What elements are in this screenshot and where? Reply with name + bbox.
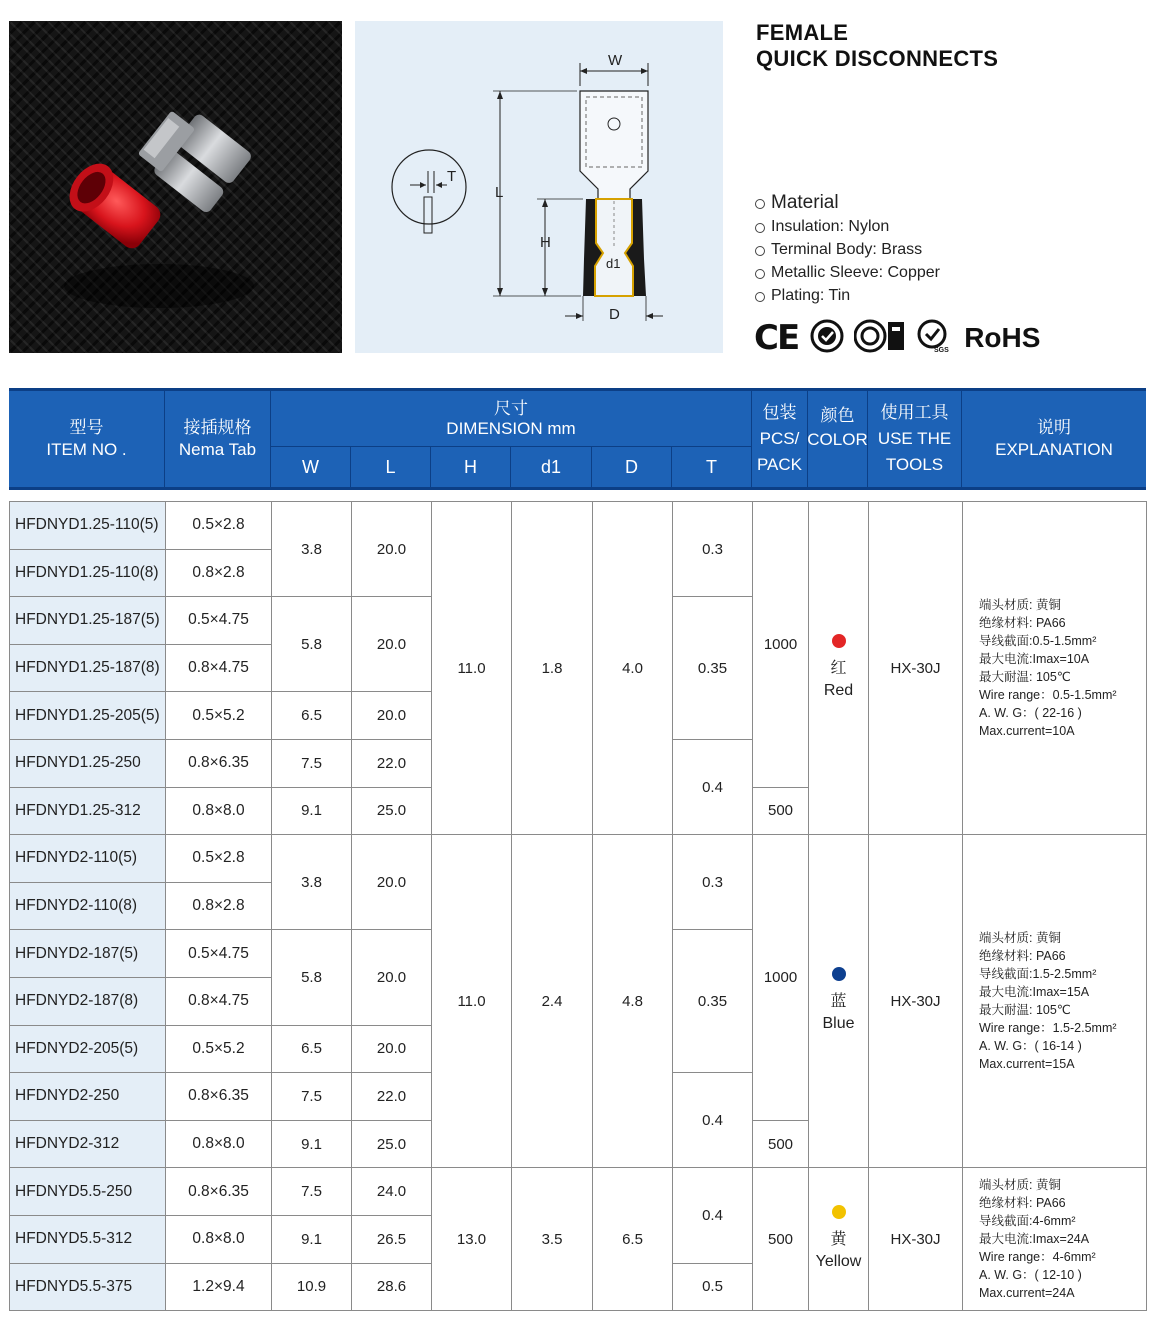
nema-tab: 0.8×6.35	[166, 1073, 272, 1121]
material-item: Insulation: Nylon	[755, 215, 940, 238]
dim-w: 7.5	[272, 739, 352, 787]
dim-l: 20.0	[352, 692, 432, 740]
label-d1: d1	[606, 256, 621, 271]
nema-tab: 0.5×2.8	[166, 502, 272, 550]
technical-drawing	[355, 21, 723, 353]
dim-d: 4.0	[593, 502, 673, 835]
female-quick-disconnect-image	[9, 21, 342, 353]
color-cell	[809, 835, 869, 1168]
dim-l: 20.0	[352, 835, 432, 930]
rohs-mark: RoHS	[964, 322, 1041, 353]
dim-t: 0.5	[673, 1263, 753, 1311]
table-header	[9, 388, 1146, 490]
title-line-2: QUICK DISCONNECTS	[756, 46, 999, 71]
yellow-dot-icon	[832, 1205, 846, 1219]
quality-seal-icon	[810, 319, 844, 358]
material-item: Metallic Sleeve: Copper	[755, 261, 940, 284]
label-d: D	[609, 306, 620, 323]
dim-w: 3.8	[272, 835, 352, 930]
item-no: HFDNYD2-110(5)	[10, 835, 166, 883]
item-no: HFDNYD1.25-187(8)	[10, 644, 166, 692]
pack-qty: 500	[753, 787, 809, 835]
dim-l: 20.0	[352, 930, 432, 1025]
material-item: Terminal Body: Brass	[755, 238, 940, 261]
header-dim-w: W	[302, 457, 319, 477]
table-row	[10, 1168, 1147, 1216]
header-color: 颜色 COLOR	[807, 406, 868, 449]
table-row	[10, 835, 1147, 883]
dim-w: 9.1	[272, 1120, 352, 1168]
color-cn: 黄	[830, 1231, 847, 1249]
dim-l: 22.0	[352, 1073, 432, 1121]
dim-w: 5.8	[272, 930, 352, 1025]
dim-l: 25.0	[352, 787, 432, 835]
pack-qty: 500	[753, 1168, 809, 1311]
header-nema-tab: 接插规格 Nema Tab	[178, 418, 257, 459]
material-item: Plating: Tin	[755, 284, 940, 307]
table-row	[10, 502, 1147, 550]
header-explanation: 说明 EXPLANATION	[995, 418, 1113, 459]
explanation: 端头材质: 黄铜 绝缘材料: PA66 导线截面:1.5-2.5mm² 最大电流:Imax=15A 最大耐温: 105℃ Wire range：1.5-2.5mm² A. W. G：( 16-14 ) Max.current=15A	[963, 835, 1147, 1168]
label-w: W	[608, 52, 623, 69]
header-dim-d: D	[625, 457, 638, 477]
dim-t: 0.4	[673, 1168, 753, 1263]
dim-t: 0.35	[673, 930, 753, 1073]
nema-tab: 0.8×8.0	[166, 1215, 272, 1263]
nema-tab: 1.2×9.4	[166, 1263, 272, 1311]
dim-w: 7.5	[272, 1073, 352, 1121]
header-item-no: 型号 ITEM NO .	[46, 418, 127, 459]
explanation: 端头材质: 黄铜 绝缘材料: PA66 导线截面:4-6mm² 最大电流:Imax=24A Wire range：4-6mm² A. W. G：( 12-10 ) Max.current=24A	[963, 1168, 1147, 1311]
dim-t: 0.4	[673, 1073, 753, 1168]
item-no: HFDNYD2-250	[10, 1073, 166, 1121]
dim-d1: 1.8	[512, 502, 593, 835]
header-dim-t: T	[706, 457, 717, 477]
dim-d1: 2.4	[512, 835, 593, 1168]
tool: HX-30J	[869, 1168, 963, 1311]
header-pack: 包装 PCS/ PACK	[756, 403, 803, 474]
color-cell	[809, 1168, 869, 1311]
color-en: Red	[823, 682, 854, 700]
header-tools: 使用工具 USE THE TOOLS	[877, 403, 952, 474]
dim-h: 13.0	[432, 1168, 512, 1311]
item-no: HFDNYD5.5-312	[10, 1215, 166, 1263]
dim-l: 20.0	[352, 502, 432, 597]
header-dimension: 尺寸 DIMENSION mm	[446, 398, 576, 438]
color-en: Blue	[822, 1015, 855, 1033]
item-no: HFDNYD1.25-205(5)	[10, 692, 166, 740]
sgs-icon	[916, 319, 950, 358]
title-line-1: FEMALE	[756, 20, 849, 45]
dim-w: 5.8	[272, 597, 352, 692]
dim-l: 26.5	[352, 1215, 432, 1263]
label-h: H	[540, 234, 551, 251]
explanation: 端头材质: 黄铜 绝缘材料: PA66 导线截面:0.5-1.5mm² 最大电流:Imax=10A 最大耐温: 105℃ Wire range：0.5-1.5mm² A. W. G：( 22-16 ) Max.current=10A	[963, 502, 1147, 835]
product-photo	[9, 21, 342, 353]
item-no: HFDNYD1.25-110(5)	[10, 502, 166, 550]
nema-tab: 0.5×5.2	[166, 692, 272, 740]
pack-qty: 1000	[753, 502, 809, 788]
dim-t: 0.3	[673, 835, 753, 930]
dim-w: 9.1	[272, 1215, 352, 1263]
dim-l: 20.0	[352, 1025, 432, 1073]
item-no: HFDNYD1.25-187(5)	[10, 597, 166, 645]
nema-tab: 0.8×6.35	[166, 739, 272, 787]
color-cn: 红	[830, 660, 847, 678]
label-t: T	[447, 168, 457, 185]
nema-tab: 0.5×2.8	[166, 835, 272, 883]
red-dot-icon	[832, 634, 846, 648]
color-cell	[809, 502, 869, 835]
dim-l: 20.0	[352, 597, 432, 692]
blue-dot-icon	[832, 967, 846, 981]
dim-l: 24.0	[352, 1168, 432, 1216]
item-no: HFDNYD5.5-375	[10, 1263, 166, 1311]
dim-l: 28.6	[352, 1263, 432, 1311]
item-no: HFDNYD2-187(8)	[10, 977, 166, 1025]
nema-tab: 0.8×6.35	[166, 1168, 272, 1216]
item-no: HFDNYD1.25-250	[10, 739, 166, 787]
nema-tab: 0.5×4.75	[166, 930, 272, 978]
header-dim-h: H	[464, 457, 477, 477]
dim-w: 9.1	[272, 787, 352, 835]
ce-mark: CE	[754, 318, 799, 358]
label-l: L	[495, 184, 504, 201]
product-title	[756, 20, 998, 72]
item-no: HFDNYD2-187(5)	[10, 930, 166, 978]
dim-h: 11.0	[432, 502, 512, 835]
nema-tab: 0.8×2.8	[166, 882, 272, 930]
header-dim-l: L	[385, 457, 396, 477]
item-no: HFDNYD2-312	[10, 1120, 166, 1168]
pack-qty: 1000	[753, 835, 809, 1121]
nema-tab: 0.5×4.75	[166, 597, 272, 645]
nema-tab: 0.5×5.2	[166, 1025, 272, 1073]
dim-d1: 3.5	[512, 1168, 593, 1311]
dim-w: 7.5	[272, 1168, 352, 1216]
nema-tab: 0.8×4.75	[166, 977, 272, 1025]
nema-tab: 0.8×2.8	[166, 549, 272, 597]
certification-logos	[754, 318, 1040, 358]
item-no: HFDNYD2-205(5)	[10, 1025, 166, 1073]
nema-tab: 0.8×8.0	[166, 1120, 272, 1168]
dim-d: 4.8	[593, 835, 673, 1168]
sgs-label: SGS	[934, 346, 949, 353]
dim-t: 0.35	[673, 597, 753, 740]
nema-tab: 0.8×8.0	[166, 787, 272, 835]
material-list	[755, 191, 940, 307]
dim-t: 0.4	[673, 739, 753, 834]
dim-t: 0.3	[673, 502, 753, 597]
dim-l: 25.0	[352, 1120, 432, 1168]
header-dim-d1: d1	[540, 457, 562, 477]
dim-w: 3.8	[272, 502, 352, 597]
certification-seal-icon	[854, 319, 906, 358]
tool: HX-30J	[869, 502, 963, 835]
dim-l: 22.0	[352, 739, 432, 787]
color-cn: 蓝	[830, 993, 847, 1011]
dim-w: 6.5	[272, 692, 352, 740]
item-no: HFDNYD2-110(8)	[10, 882, 166, 930]
material-heading: Material	[755, 191, 940, 215]
pack-qty: 500	[753, 1120, 809, 1168]
item-no: HFDNYD5.5-250	[10, 1168, 166, 1216]
color-en: Yellow	[815, 1253, 862, 1271]
item-no: HFDNYD1.25-110(8)	[10, 549, 166, 597]
item-no: HFDNYD1.25-312	[10, 787, 166, 835]
dim-w: 10.9	[272, 1263, 352, 1311]
dim-h: 11.0	[432, 835, 512, 1168]
nema-tab: 0.8×4.75	[166, 644, 272, 692]
spec-table	[9, 501, 1147, 1311]
dim-w: 6.5	[272, 1025, 352, 1073]
tool: HX-30J	[869, 835, 963, 1168]
dim-d: 6.5	[593, 1168, 673, 1311]
